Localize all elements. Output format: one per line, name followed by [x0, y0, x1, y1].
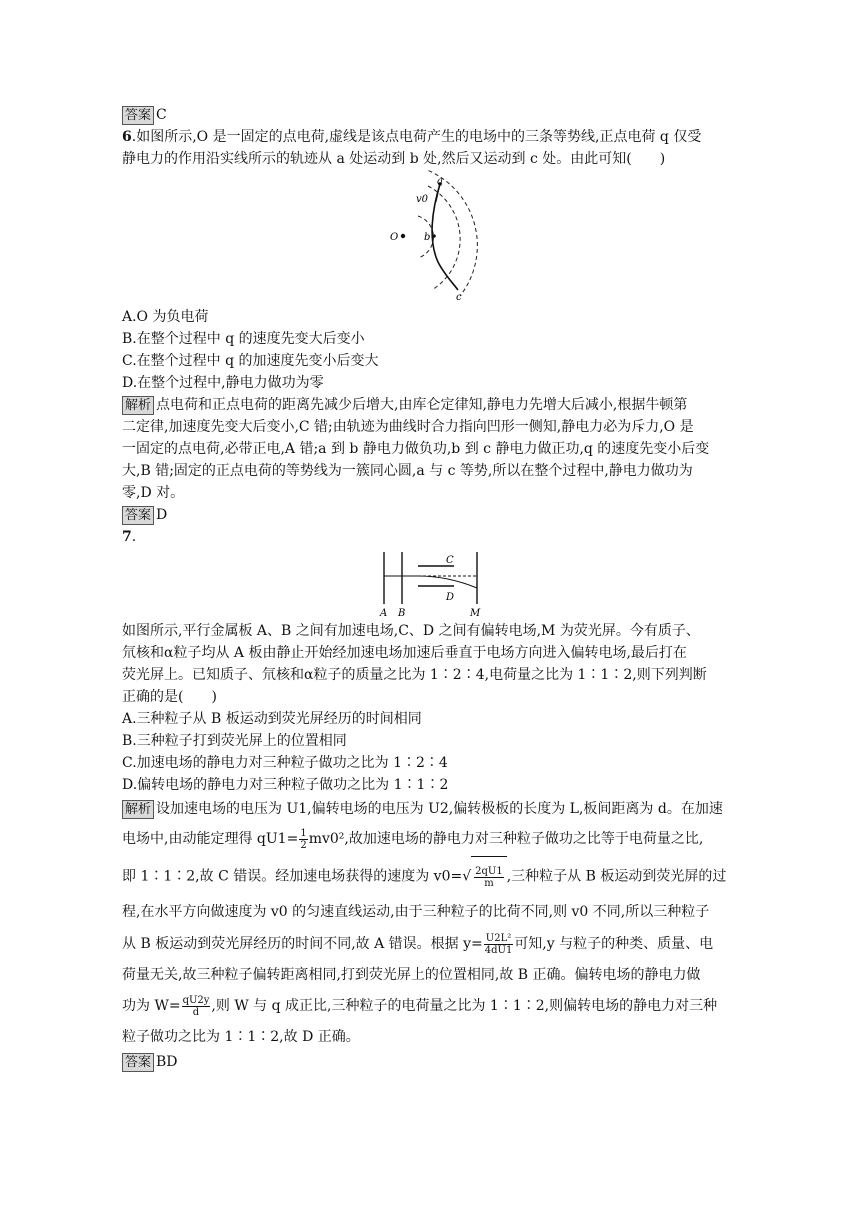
prev-answer-line [122, 104, 742, 126]
q7-analysis-line-6: 荷量无关,故三种粒子偏转距离相同,打到荧光屏上的位置相同,故 B 正确。偏转电场的静电力做 [122, 967, 701, 983]
fraction-num: U2L² [484, 933, 514, 945]
q6-analysis-line-2: 二定律,加速度先变大后变小,C 错;由轨迹为曲线时合力指向凹形一侧知,静电力必为斥力,O 是 [122, 419, 694, 435]
answer-value: D [156, 507, 168, 523]
q6-stem-text-1: .如图所示,O 是一固定的点电荷,虚线是该点电荷产生的电场中的三条等势线,正点电荷 q 仅受 [131, 129, 702, 145]
q7-analysis-text-1: 设加速电场的电压为 U1,偏转电场的电压为 U2,偏转极板的长度为 L,板间距离为 d。在加速 [156, 801, 723, 817]
q7-analysis-line-1 [122, 796, 742, 822]
q7-analysis-text-2a: 电场中,由动能定理得 qU1= [122, 831, 299, 847]
fraction-num: 2qU1 [475, 865, 503, 877]
q7-analysis-text-2b: mv0²,故加速电场的静电力对三种粒子做功之比等于电荷量之比, [308, 831, 704, 847]
answer-value: BD [156, 1054, 178, 1070]
q7-stem-line-4: 正确的是( ) [122, 689, 217, 705]
fraction-den: d [192, 1006, 200, 1018]
q6-analysis-line-5: 零,D 对。 [122, 485, 185, 501]
sqrt-fraction [474, 866, 504, 889]
plates-diagram [122, 548, 742, 620]
label-c: C [446, 555, 454, 566]
q7-stem-line-1: 如图所示,平行金属板 A、B 之间有加速电场,C、D 之间有偏转电场,M 为荧光屏。今有质子、 [122, 623, 700, 639]
q7-analysis-line-3 [122, 856, 742, 897]
analysis-tag: 解析 [122, 396, 154, 415]
label-d: D [446, 592, 455, 603]
q7-option-c: C.加速电场的静电力对三种粒子做功之比为 1∶2∶4 [122, 755, 448, 771]
q6-option-b: B.在整个过程中 q 的速度先变大后变小 [122, 331, 365, 347]
label-b: B [398, 608, 406, 619]
q6-figure [122, 170, 742, 302]
fraction-den: m [484, 877, 494, 889]
label-c: c [456, 292, 462, 302]
q7-number-line [122, 526, 742, 548]
answer-tag: 答案 [122, 506, 154, 525]
label-a: A [380, 608, 388, 619]
q7-number-dot: . [131, 529, 137, 545]
q6-stem-line-1 [122, 126, 742, 148]
q7-analysis-text-3b: ,三种粒子从 B 板运动到荧光屏的过 [506, 868, 727, 885]
q7-analysis-text-5a: 从 B 板运动到荧光屏经历的时间不同,故 A 错误。根据 y= [122, 936, 483, 952]
y-fraction [484, 933, 514, 956]
label-a: a [437, 176, 443, 187]
label-o: O [390, 232, 399, 243]
q6-number: 6 [122, 129, 132, 145]
analysis-tag: 解析 [122, 800, 154, 819]
q7-analysis-line-8: 粒子做功之比为 1∶1∶2,故 D 正确。 [122, 1029, 360, 1045]
q7-analysis-text-7a: 功为 W= [122, 998, 181, 1014]
answer-value: C [156, 107, 167, 123]
equipotential-diagram [122, 170, 742, 302]
label-b: b [424, 232, 431, 243]
q7-figure [122, 548, 742, 620]
q7-analysis-text-7b: ,则 W 与 q 成正比,三种粒子的电荷量之比为 1∶1∶2,则偏转电场的静电力对三种 [211, 998, 718, 1014]
q7-analysis-line-7 [122, 989, 742, 1023]
fraction-den: 2 [300, 839, 307, 851]
answer-tag: 答案 [122, 1053, 154, 1072]
q7-analysis-text-5b: 可知,y 与粒子的种类、质量、电 [514, 936, 714, 952]
q6-option-a: A.O 为负电荷 [122, 309, 209, 325]
label-m: M [470, 608, 481, 619]
w-fraction [182, 995, 211, 1018]
fraction-den: 4dU1 [484, 944, 513, 956]
q6-analysis-text-1: 点电荷和正点电荷的距离先减少后增大,由库仑定律知,静电力先增大后减小,根据牛顿第 [156, 397, 688, 413]
fraction-num: 1 [300, 827, 307, 839]
q7-number: 7 [122, 529, 132, 545]
charge-o [401, 234, 405, 238]
q7-analysis-line-5 [122, 927, 742, 961]
q6-option-c: C.在整个过程中 q 的加速度先变小后变大 [122, 353, 379, 369]
q7-option-b: B.三种粒子打到荧光屏上的位置相同 [122, 733, 347, 749]
q7-analysis-line-2 [122, 822, 742, 856]
answer-tag: 答案 [122, 106, 154, 125]
point-b [432, 234, 436, 238]
fraction-num: qU2y [182, 994, 210, 1006]
q7-stem-line-2: 氘核和α粒子均从 A 板由静止开始经加速电场加速后垂直于电场方向进入偏转电场,最后打在 [122, 645, 687, 661]
q6-analysis-line-1 [122, 394, 742, 416]
sqrt-expression [471, 856, 507, 897]
q7-analysis-text-3a: 即 1∶1∶2,故 C 错误。经加速电场获得的速度为 v0= [122, 868, 463, 885]
q6-answer-line [122, 504, 742, 526]
label-v0: v0 [416, 194, 429, 205]
fraction-half [299, 828, 307, 851]
q6-analysis-line-3: 一固定的点电荷,必带正电,A 错;a 到 b 静电力做负功,b 到 c 静电力做正功,q 的速度先变小后变 [122, 441, 710, 457]
q7-answer-line [122, 1051, 742, 1073]
q6-option-d: D.在整个过程中,静电力做功为零 [122, 375, 324, 391]
q7-option-d: D.偏转电场的静电力对三种粒子做功之比为 1∶1∶2 [122, 777, 449, 793]
document-page [122, 100, 742, 1073]
q6-stem-line-2: 静电力的作用沿实线所示的轨迹从 a 处运动到 b 处,然后又运动到 c 处。由此可知( ) [122, 151, 666, 167]
q6-analysis-line-4: 大,B 错;固定的正点电荷的等势线为一簇同心圆,a 与 c 等势,所以在整个过程中,静电力做功为 [122, 463, 693, 479]
q7-analysis-line-4: 程,在水平方向做速度为 v0 的匀速直线运动,由于三种粒子的比荷不同,则 v0 不同,所以三种粒子 [122, 904, 710, 920]
q7-option-a: A.三种粒子从 B 板运动到荧光屏经历的时间相同 [122, 711, 422, 727]
sqrt-sign: √ [462, 868, 472, 885]
q7-stem-line-3: 荧光屏上。已知质子、氘核和α粒子的质量之比为 1∶2∶4,电荷量之比为 1∶1∶2,则下列判断 [122, 667, 707, 683]
